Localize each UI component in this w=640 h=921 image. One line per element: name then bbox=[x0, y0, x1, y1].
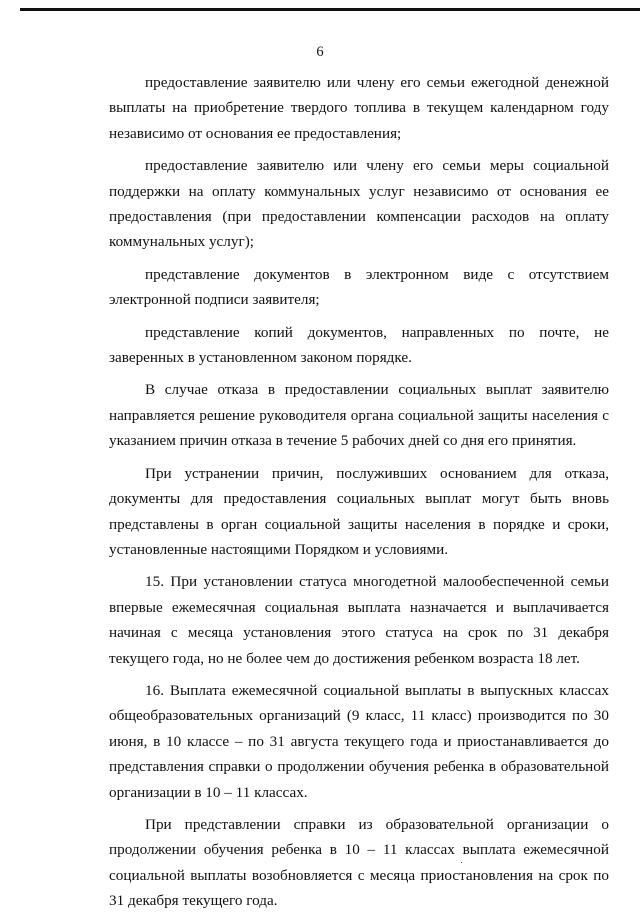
paragraph-clause-15: 15. При установлении статуса многодетной малообеспеченной семьи впервые ежемесячная социальная выплата назначается и выплачивается начиная с месяца установления этого статуса на срок по 31 декабря текущего года, но не более чем до достижения ребенком возраста 18 лет. bbox=[109, 573, 609, 667]
paragraph-resumption: При представлении справки из образовательной организации о продолжении обучения ребенка в 10 – 11 классах выплата ежемесячной социальной выплаты возобновляется с месяца приостановления на срок по 31 декабря текущего года. bbox=[109, 815, 609, 910]
paragraph-utility-support: предоставление заявителю или члену его семьи меры социальной поддержки на оплату коммунальных услуг независимо от основания ее предоставления (при предоставлении компенсации расходов на оплату коммунальных услуг); bbox=[109, 157, 609, 251]
paragraph-refusal-decision: В случае отказа в предоставлении социальных выплат заявителю направляется решение руководителя органа социальной защиты населения с указанием причин отказа в течение 5 рабочих дней со дня его принятия. bbox=[109, 381, 609, 450]
paragraph-electronic-documents: представление документов в электронном виде с отсутствием электронной подписи заявителя; bbox=[109, 265, 609, 309]
page-number: 6 bbox=[316, 44, 324, 60]
top-border-rule bbox=[20, 8, 640, 11]
scan-artifact bbox=[461, 862, 462, 863]
paragraph-resubmission: При устранении причин, послуживших основанием для отказа, документы для предоставления социальных выплат могут быть вновь представлены в орган социальной защиты населения в порядке и сроки, установленные настоящими Порядком и условиями. bbox=[109, 464, 609, 558]
paragraph-clause-16: 16. Выплата ежемесячной социальной выплаты в выпускных классах общеобразовательных организаций (9 класс, 11 класс) производится по 30 июня, в 10 классе – по 31 августа текущего года и приостанавливается до представления справки о продолжении обучения ребенка в образовательной организации в 10 – 11 классах. bbox=[109, 681, 609, 801]
paragraph-unverified-copies: представление копий документов, направленных по почте, не заверенных в установленном законом порядке. bbox=[109, 323, 609, 367]
document-body bbox=[109, 70, 609, 921]
paragraph-solid-fuel-payment: предоставление заявителю или члену его семьи ежегодной денежной выплаты на приобретение твердого топлива в текущем календарном году независимо от основания ее предоставления; bbox=[109, 74, 609, 142]
